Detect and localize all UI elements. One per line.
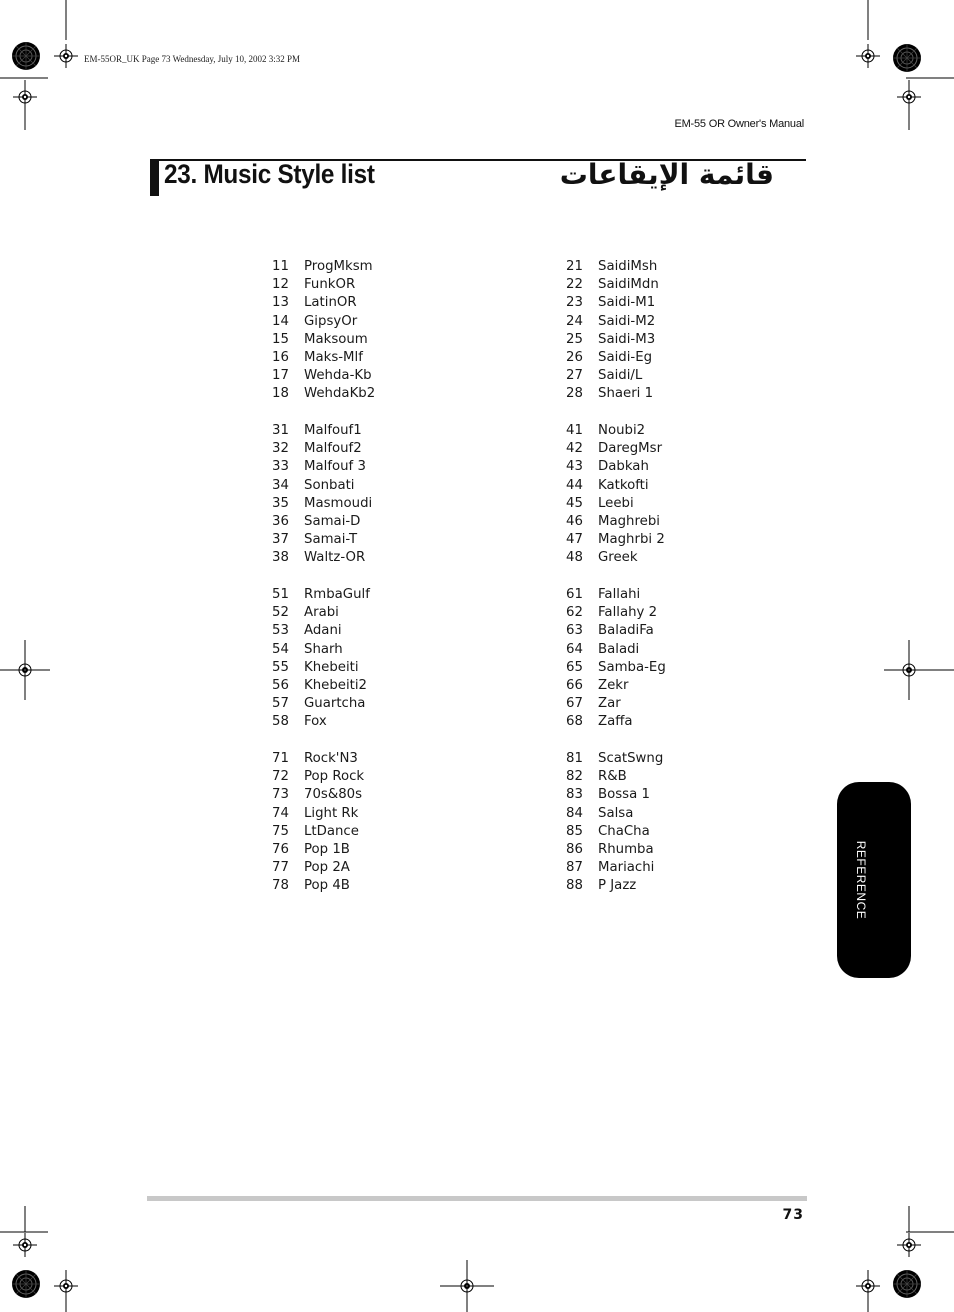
style-name: Leebi (598, 495, 634, 511)
style-name: Pop 2A (304, 860, 350, 876)
style-number: 46 (566, 513, 583, 529)
style-name: Saidi-M1 (598, 295, 656, 311)
style-number: 38 (272, 550, 289, 566)
style-number: 42 (566, 441, 583, 457)
style-number: 63 (566, 623, 583, 639)
style-name: R&B (598, 769, 627, 785)
style-number: 62 (566, 605, 583, 621)
style-number: 71 (272, 751, 289, 766)
style-number: 86 (566, 841, 583, 857)
style-number: 66 (566, 677, 583, 693)
page-title-arabic: قائمة الإيقاعات (559, 158, 774, 191)
style-number: 87 (566, 860, 583, 876)
style-name: Samai-D (304, 513, 361, 529)
style-name: Pop 4B (304, 878, 350, 894)
style-number: 47 (566, 532, 583, 548)
style-name: Maksoum (304, 331, 368, 347)
style-name: SaidiMdn (598, 277, 659, 293)
style-number: 78 (272, 878, 289, 894)
style-number: 68 (566, 714, 583, 730)
style-name: Greek (598, 550, 638, 566)
style-number: 14 (272, 313, 289, 329)
style-number: 76 (272, 841, 289, 857)
style-number: 43 (566, 459, 583, 475)
style-number: 54 (272, 641, 289, 657)
style-number: 74 (272, 805, 289, 821)
style-number: 56 (272, 677, 289, 693)
style-name: P Jazz (598, 878, 637, 894)
style-number: 58 (272, 714, 289, 730)
style-number: 23 (566, 295, 583, 311)
style-name: Khebeiti2 (304, 677, 368, 693)
style-name: Fallahi (598, 587, 641, 602)
style-number: 15 (272, 331, 289, 347)
style-name: Khebeiti (304, 659, 359, 675)
style-number: 34 (272, 477, 289, 493)
style-name: ProgMksm (304, 259, 373, 274)
style-number: 35 (272, 495, 289, 511)
style-name: Maghrbi 2 (598, 532, 665, 548)
style-name: Malfouf1 (304, 423, 362, 438)
style-name: Masmoudi (304, 495, 373, 511)
style-number: 61 (566, 587, 583, 602)
style-number: 16 (272, 349, 289, 365)
reference-side-tab (837, 782, 911, 978)
style-name: Samai-T (304, 532, 358, 548)
style-name: Saidi/L (598, 368, 643, 384)
style-name: Maghrebi (598, 513, 660, 529)
style-number: 12 (272, 277, 289, 293)
style-name: Fallahy 2 (598, 605, 658, 621)
style-name: Salsa (598, 805, 634, 821)
style-name: Zar (598, 696, 621, 712)
style-number: 82 (566, 769, 583, 785)
style-number: 64 (566, 641, 583, 657)
style-name: Saidi-M2 (598, 313, 656, 329)
style-number: 88 (566, 878, 583, 894)
style-name: Bossa 1 (598, 787, 650, 803)
style-name: Light Rk (304, 805, 359, 821)
style-number: 84 (566, 805, 583, 821)
style-number: 28 (566, 386, 583, 402)
style-number: 72 (272, 769, 289, 785)
title-bar-marker (150, 161, 159, 196)
style-number: 48 (566, 550, 583, 566)
style-name: DaregMsr (598, 441, 663, 457)
style-number: 21 (566, 259, 583, 274)
manual-title: EM-55 OR Owner's Manual (674, 118, 804, 130)
style-number: 75 (272, 823, 289, 839)
style-number: 41 (566, 423, 583, 438)
style-number: 22 (566, 277, 583, 293)
style-name: Guartcha (304, 696, 366, 712)
style-name: GipsyOr (304, 313, 358, 329)
style-name: Sonbati (304, 477, 355, 493)
style-number: 52 (272, 605, 289, 621)
style-name: Malfouf2 (304, 441, 362, 457)
style-name: Pop 1B (304, 841, 350, 857)
style-number: 81 (566, 751, 583, 766)
style-number: 67 (566, 696, 583, 712)
style-number: 18 (272, 386, 289, 402)
style-name: Noubi2 (598, 423, 646, 438)
style-name: 70s&80s (304, 787, 363, 803)
style-number: 44 (566, 477, 583, 493)
print-slug: EM-55OR_UK Page 73 Wednesday, July 10, 2002 3:32 PM (84, 54, 301, 64)
style-name: RmbaGulf (304, 587, 370, 602)
style-number: 36 (272, 513, 289, 529)
style-name: Mariachi (598, 860, 655, 876)
style-name: LatinOR (304, 295, 357, 311)
style-name: Rhumba (598, 841, 654, 857)
style-name: Zekr (598, 677, 629, 693)
style-name: Malfouf 3 (304, 459, 366, 475)
style-name: Saidi-Eg (598, 349, 653, 365)
style-name: Zaffa (598, 714, 633, 730)
style-number: 31 (272, 423, 289, 438)
style-number: 37 (272, 532, 289, 548)
style-number: 51 (272, 587, 289, 602)
style-number: 32 (272, 441, 289, 457)
style-number: 53 (272, 623, 289, 639)
style-number: 33 (272, 459, 289, 475)
style-name: Rock'N3 (304, 751, 358, 766)
style-number: 55 (272, 659, 289, 675)
style-number: 25 (566, 331, 583, 347)
style-number: 17 (272, 368, 289, 384)
style-number: 27 (566, 368, 583, 384)
style-number: 45 (566, 495, 583, 511)
style-name: Waltz-OR (304, 550, 366, 566)
style-name: Baladi (598, 641, 640, 657)
style-name: Saidi-M3 (598, 331, 656, 347)
style-name: Pop Rock (304, 769, 365, 785)
style-name: Katkofti (598, 477, 649, 493)
style-name: Sharh (304, 641, 343, 657)
style-number: 85 (566, 823, 583, 839)
style-number: 65 (566, 659, 583, 675)
style-name: Adani (304, 623, 342, 639)
style-name: ScatSwng (598, 751, 664, 766)
style-number: 73 (272, 787, 289, 803)
style-name: Wehda-Kb (304, 368, 372, 384)
style-number: 24 (566, 313, 583, 329)
style-name: Fox (304, 714, 327, 730)
style-name: Shaeri 1 (598, 386, 654, 402)
style-name: WehdaKb2 (304, 386, 376, 402)
style-name: Samba-Eg (598, 659, 666, 675)
reference-tab-label: REFERENCE (854, 840, 868, 920)
style-number: 83 (566, 787, 583, 803)
style-number: 57 (272, 696, 289, 712)
style-name: FunkOR (304, 277, 356, 293)
page-title: 23. Music Style list (164, 159, 375, 189)
style-number: 13 (272, 295, 289, 311)
footer-rule (147, 1196, 807, 1201)
style-name: Dabkah (598, 459, 649, 475)
style-name: ChaCha (598, 823, 650, 839)
style-name: Maks-Mlf (304, 349, 363, 365)
style-number: 77 (272, 860, 289, 876)
style-name: Arabi (304, 605, 339, 621)
style-name: LtDance (304, 823, 359, 839)
style-number: 26 (566, 349, 583, 365)
style-name: BaladiFa (598, 623, 654, 639)
style-number: 11 (272, 259, 289, 274)
style-name: SaidiMsh (598, 259, 658, 274)
page-number: 73 (782, 1207, 804, 1223)
